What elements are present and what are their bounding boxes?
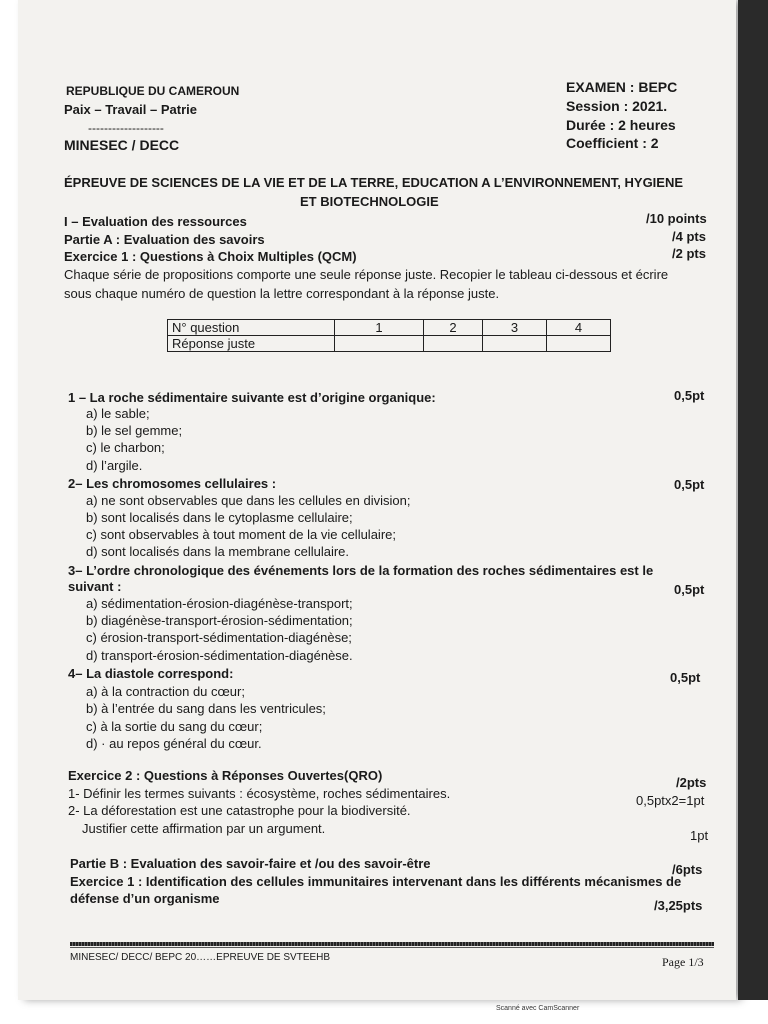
question-1-points: 0,5pt	[674, 388, 705, 403]
question-3-cont: suivant :	[68, 579, 122, 594]
national-motto: Paix – Travail – Patrie	[64, 102, 197, 117]
scanner-watermark: Scanné avec CamScanner	[496, 1005, 580, 1012]
option: c) à la sortie du sang du cœur;	[86, 719, 263, 734]
part-a-points: /4 pts	[672, 229, 706, 244]
question-2: 2– Les chromosomes cellulaires :	[68, 476, 277, 491]
table-cell	[483, 336, 547, 352]
table-cell	[547, 336, 611, 352]
table-cell: 4	[547, 320, 611, 336]
ministry-name: MINESEC / DECC	[64, 137, 180, 153]
exam-name: EXAMEN : BEPC	[566, 79, 678, 95]
exercise-b1-line2: défense d’un organisme	[70, 891, 220, 906]
exercise-2-points: /2pts	[676, 775, 707, 790]
option: c) érosion-transport-sédimentation-diagénèse;	[86, 630, 352, 645]
page-number: Page 1/3	[662, 955, 704, 969]
question-2-points: 0,5pt	[674, 477, 705, 492]
option: a) le sable;	[86, 406, 150, 421]
answer-table	[167, 319, 611, 352]
part-b-title: Partie B : Evaluation des savoir-faire et /ou des savoir-être	[70, 856, 431, 871]
option: a) à la contraction du cœur;	[86, 684, 245, 699]
part-b-points: /6pts	[672, 862, 703, 877]
part-a-title: Partie A : Evaluation des savoirs	[64, 232, 265, 247]
option: b) à l’entrée du sang dans les ventricules;	[86, 701, 326, 716]
table-cell	[335, 336, 424, 352]
exam-coefficient: Coefficient : 2	[566, 135, 659, 151]
section-points: /10 points	[646, 211, 707, 226]
exam-title-line1: ÉPREUVE DE SCIENCES DE LA VIE ET DE LA TERRE, EDUCATION A L’ENVIRONNEMENT, HYGIENE	[64, 175, 684, 190]
header-dashes: -------------------	[88, 121, 164, 135]
exam-session: Session : 2021.	[566, 98, 668, 114]
option: d) · au repos général du cœur.	[86, 736, 262, 751]
ex2-question-1: 1- Définir les termes suivants : écosystème, roches sédimentaires.	[68, 786, 451, 801]
ex2-question-2-cont: Justifier cette affirmation par un argument.	[82, 821, 326, 836]
question-4-points: 0,5pt	[670, 670, 701, 685]
exercise-1-title: Exercice 1 : Questions à Choix Multiples (QCM)	[64, 249, 357, 264]
table-row	[168, 320, 611, 336]
table-cell: 1	[335, 320, 424, 336]
option: b) diagénèse-transport-érosion-sédimentation;	[86, 613, 353, 628]
option: a) sédimentation-érosion-diagénèse-transport;	[86, 596, 353, 611]
option: d) l’argile.	[86, 458, 143, 473]
section-title: I – Evaluation des ressources	[64, 214, 247, 229]
option: d) sont localisés dans la membrane cellulaire.	[86, 544, 350, 559]
ex2-question-2-points: 1pt	[690, 828, 709, 843]
instruction-line2: sous chaque numéro de question la lettre correspondant à la réponse juste.	[64, 286, 500, 301]
ex2-question-1-points: 0,5ptx2=1pt	[636, 793, 705, 808]
question-3-points: 0,5pt	[674, 582, 705, 597]
question-1: 1 – La roche sédimentaire suivante est d’origine organique:	[68, 390, 436, 405]
country-name: REPUBLIQUE DU CAMEROUN	[66, 84, 240, 98]
footer-left-text: MINESEC/ DECC/ BEPC 20……EPREUVE DE SVTEEHB	[70, 952, 331, 963]
table-cell	[424, 336, 483, 352]
table-cell: 2	[424, 320, 483, 336]
option: c) le charbon;	[86, 440, 165, 455]
scan-edge	[738, 0, 768, 1000]
table-row	[168, 336, 611, 352]
option: a) ne sont observables que dans les cellules en division;	[86, 493, 411, 508]
option: b) le sel gemme;	[86, 423, 183, 438]
option: c) sont observables à tout moment de la vie cellulaire;	[86, 527, 396, 542]
table-cell: Réponse juste	[168, 336, 335, 352]
exercise-b1-points: /3,25pts	[654, 898, 703, 913]
exam-title-line2: ET BIOTECHNOLOGIE	[300, 194, 439, 209]
instruction-line1: Chaque série de propositions comporte une seule réponse juste. Recopier le tableau ci-dessous et écrire	[64, 267, 669, 282]
option: b) sont localisés dans le cytoplasme cellulaire;	[86, 510, 353, 525]
question-4: 4– La diastole correspond:	[68, 666, 234, 681]
footer-divider	[70, 942, 714, 946]
ex2-question-2: 2- La déforestation est une catastrophe pour la biodiversité.	[68, 803, 411, 818]
exercise-b1-line1: Exercice 1 : Identification des cellules immunitaires intervenant dans les différents mécanismes de	[70, 874, 682, 889]
footer-divider-thin	[70, 947, 714, 948]
exercise-1-points: /2 pts	[672, 246, 706, 261]
exam-duration: Durée : 2 heures	[566, 117, 676, 133]
exercise-2-title: Exercice 2 : Questions à Réponses Ouvertes(QRO)	[68, 768, 383, 783]
table-cell: 3	[483, 320, 547, 336]
table-cell: N° question	[168, 320, 335, 336]
option: d) transport-érosion-sédimentation-diagénèse.	[86, 648, 353, 663]
question-3: 3– L’ordre chronologique des événements lors de la formation des roches sédimentaires est le	[68, 563, 654, 578]
